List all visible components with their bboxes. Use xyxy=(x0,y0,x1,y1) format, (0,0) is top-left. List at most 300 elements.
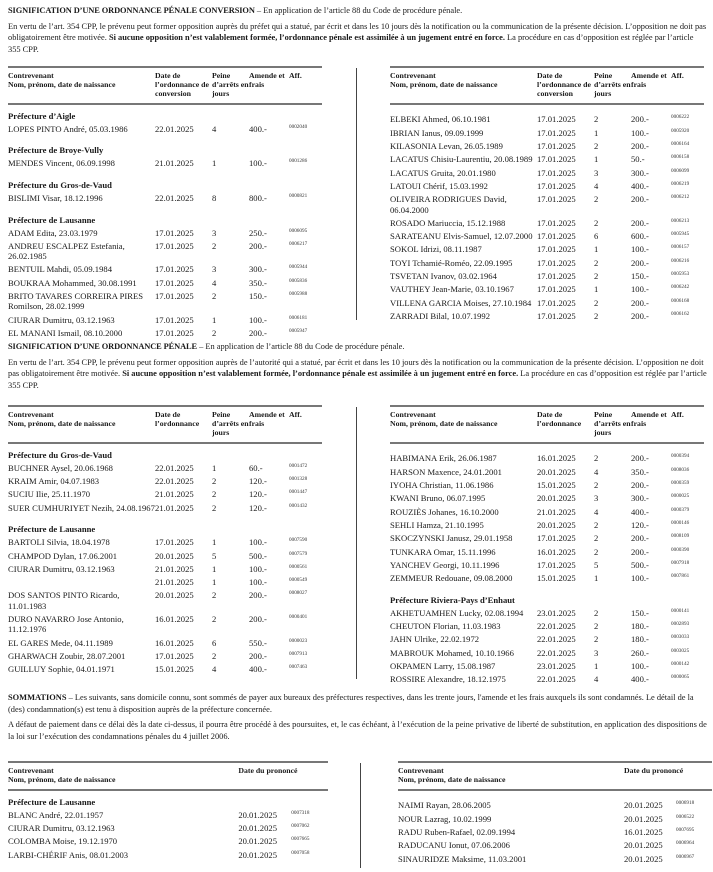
cell-amende: 100.- xyxy=(631,573,649,584)
table-row xyxy=(8,501,322,514)
cell-amende: 200.- xyxy=(631,311,649,322)
cell-name: ROSADO Mariuccia, 15.12.1988 xyxy=(390,217,506,228)
cell-peine: 2 xyxy=(594,297,599,308)
cell-peine: 1 xyxy=(212,563,217,574)
cell-aff: 0002040 xyxy=(289,123,308,130)
spacer-cell xyxy=(398,790,712,799)
cell-aff: 0007590 xyxy=(289,537,308,544)
cell-aff: 0006222 xyxy=(671,114,690,121)
prefecture-heading: Préfecture du Gros-de-Vaud xyxy=(8,180,112,191)
header-date: Date de l’ordonnance de conversion xyxy=(155,67,212,104)
cell-amende: 100.- xyxy=(631,244,649,255)
cell-date: 17.01.2025 xyxy=(155,277,194,288)
prefecture-row xyxy=(8,790,328,808)
cell-name: IBRIAN Ianus, 09.09.1999 xyxy=(390,127,484,138)
cell-date: 17.01.2025 xyxy=(155,328,194,339)
spacer-cell xyxy=(390,443,704,452)
header-contrevenant xyxy=(8,67,155,104)
cell-name: COLOMBA Moise, 19.12.1970 xyxy=(8,836,118,847)
header-contrevenant xyxy=(8,762,238,790)
cell-amende: 260.- xyxy=(631,647,649,658)
cell-aff: 0007318 xyxy=(291,809,310,816)
spacer-cell xyxy=(390,104,704,113)
cell-aff: 0000379 xyxy=(671,506,690,513)
penalty-table xyxy=(390,405,704,686)
header-label: Contrevenant xyxy=(8,71,54,80)
table-row xyxy=(8,313,322,326)
cell-peine: 6 xyxy=(594,231,599,242)
table-row xyxy=(8,290,322,314)
paragraph-text: A défaut de paiement dans ce délai dès la date ci-dessus, il pourra être procédé à des poursuites, et, le cas échéant, à l’exécution de la peine privative de liberté de substitution, en application des dispositions de la loi sur l’exécution des condamnations pénales du 4 juillet 2006. xyxy=(8,720,707,741)
cell-date: 17.01.2025 xyxy=(537,257,576,268)
header-sublabel: Nom, prénom, date de naissance xyxy=(8,418,116,428)
header-contrevenant xyxy=(398,762,624,790)
cell-amende: 100.- xyxy=(249,314,267,325)
cell-name: BLANC André, 22.01.1957 xyxy=(8,809,104,820)
cell-aff: 0005988 xyxy=(289,291,308,298)
cell-aff: 0006158 xyxy=(671,154,690,161)
cell-date: 17.01.2025 xyxy=(155,264,194,275)
table-row xyxy=(8,576,322,589)
cell-name: SEHLI Hamza, 21.10.1995 xyxy=(390,519,484,530)
cell-amende: 180.- xyxy=(631,621,649,632)
cell-name: GHARWACH Zoubir, 28.07.2001 xyxy=(8,651,126,662)
column-divider xyxy=(360,763,361,868)
table-row xyxy=(390,139,704,152)
cell-aff: 0007861 xyxy=(671,573,690,580)
table-row xyxy=(390,256,704,269)
header-peine: Peine d’arrêts en jours xyxy=(594,406,631,443)
table-row xyxy=(390,296,704,309)
cell-amende: 100.- xyxy=(249,563,267,574)
cell-name: GUILLUY Sophie, 04.01.1971 xyxy=(8,664,115,675)
header-date: Date de l’ordonnance de conversion xyxy=(537,67,594,104)
table-row xyxy=(398,812,712,825)
cell-aff: 0006213 xyxy=(671,217,690,224)
prefecture-heading: Préfecture du Gros-de-Vaud xyxy=(8,449,112,460)
cell-aff: 0006967 xyxy=(676,853,695,860)
cell-aff: 0000390 xyxy=(671,546,690,553)
cell-aff: 0001432 xyxy=(289,502,308,509)
cell-peine: 2 xyxy=(212,502,217,513)
table-row xyxy=(398,839,712,852)
cell-amende: 250.- xyxy=(249,227,267,238)
cell-amende: 60.- xyxy=(249,462,263,473)
prefecture-row xyxy=(8,104,322,122)
cell-aff: 0007665 xyxy=(291,836,310,843)
paragraph-text: La procédure en cas d’opposition est réglée par l’article 355 CPP. xyxy=(8,369,707,390)
prefecture-row xyxy=(8,170,322,191)
cell-aff: 0001328 xyxy=(289,475,308,482)
cell-peine: 2 xyxy=(212,475,217,486)
table-row xyxy=(390,166,704,179)
cell-date: 23.01.2025 xyxy=(537,607,576,618)
cell-aff: 0003033 xyxy=(671,634,690,641)
cell-name: BISLIMI Visar, 18.12.1996 xyxy=(8,192,103,203)
cell-amende: 120.- xyxy=(631,519,649,530)
table-row xyxy=(398,826,712,839)
cell-aff: 0006099 xyxy=(671,167,690,174)
cell-aff: 0000142 xyxy=(671,661,690,668)
header-peine: Peine d’arrêts en jours xyxy=(212,67,249,104)
cell-peine: 5 xyxy=(594,559,599,570)
cell-amende: 200.- xyxy=(631,140,649,151)
cell-date: 22.01.2025 xyxy=(537,634,576,645)
cell-date: 20.01.2025 xyxy=(624,800,663,811)
cell-name: HARSON Maxence, 24.01.2001 xyxy=(390,466,502,477)
table-row xyxy=(8,822,328,835)
table-row xyxy=(390,606,704,619)
table-row xyxy=(390,113,704,126)
cell-name: IYOHA Christian, 11.06.1986 xyxy=(390,479,494,490)
cell-amende: 100.- xyxy=(631,127,649,138)
cell-aff: 0006212 xyxy=(671,194,690,201)
header-contrevenant xyxy=(390,406,537,443)
cell-amende: 350.- xyxy=(631,466,649,477)
cell-peine: 2 xyxy=(212,240,217,251)
cell-aff: 0006242 xyxy=(671,284,690,291)
cell-date: 17.01.2025 xyxy=(537,533,576,544)
column-left xyxy=(8,761,328,861)
cell-name: ROUZIÈS Johanes, 16.10.2000 xyxy=(390,506,499,517)
cell-amende: 150.- xyxy=(631,607,649,618)
column-right xyxy=(390,66,704,323)
header-aff: Aff. xyxy=(671,406,704,443)
table-row xyxy=(8,327,322,340)
cell-name: TSVETAN Ivanov, 03.02.1964 xyxy=(390,271,497,282)
cell-peine: 1 xyxy=(594,244,599,255)
penalty-table xyxy=(8,66,322,340)
table-header-row xyxy=(398,762,712,790)
cell-amende: 200.- xyxy=(249,651,267,662)
cell-date: 15.01.2025 xyxy=(537,479,576,490)
header-sublabel: Nom, prénom, date de naissance xyxy=(8,79,116,89)
table-row xyxy=(390,545,704,558)
cell-aff: 0001472 xyxy=(289,462,308,469)
cell-date: 17.01.2025 xyxy=(537,284,576,295)
cell-peine: 5 xyxy=(212,550,217,561)
table-row xyxy=(390,452,704,465)
cell-date: 16.01.2025 xyxy=(155,614,194,625)
section-title: SIGNIFICATION D’UNE ORDONNANCE PÉNALE xyxy=(8,342,198,351)
cell-amende: 200.- xyxy=(249,590,267,601)
header-amende: Amende et frais xyxy=(631,406,671,443)
cell-name: HABIMANA Erik, 26.06.1987 xyxy=(390,453,497,464)
table-header-row xyxy=(8,67,322,104)
cell-name: SOKOL Idrizi, 08.11.1987 xyxy=(390,244,482,255)
cell-peine: 2 xyxy=(594,311,599,322)
table-row xyxy=(8,808,328,821)
cell-aff: 0006162 xyxy=(671,311,690,318)
cell-name: ZARRADI Bilal, 10.07.1992 xyxy=(390,311,491,322)
cell-peine: 3 xyxy=(594,493,599,504)
prefecture-heading: Préfecture Riviera-Pays d’Enhaut xyxy=(390,594,515,605)
table-row xyxy=(8,157,322,170)
cell-date: 16.01.2025 xyxy=(155,637,194,648)
cell-name: DOS SANTOS PINTO Ricardo, 11.01.1983 xyxy=(8,590,120,611)
header-label: Contrevenant xyxy=(390,410,436,419)
cell-amende: 100.- xyxy=(249,537,267,548)
column-right xyxy=(398,761,704,865)
cell-aff: 0002893 xyxy=(671,621,690,628)
sommation-table xyxy=(8,761,328,861)
cell-name: OLIVEIRA RODRIGUES David, 06.04.2000 xyxy=(390,194,507,215)
cell-peine: 1 xyxy=(212,158,217,169)
cell-date: 21.01.2025 xyxy=(155,563,194,574)
cell-name: YANCHEV Georgi, 10.11.1996 xyxy=(390,559,500,570)
cell-peine: 1 xyxy=(594,284,599,295)
cell-name: EL MANANI Ismail, 08.10.2000 xyxy=(8,328,123,339)
cell-peine: 1 xyxy=(594,127,599,138)
cell-name: ROSSIRE Alexandre, 18.12.1975 xyxy=(390,674,506,685)
prefecture-heading: Préfecture de Lausanne xyxy=(8,524,96,535)
cell-amende: 200.- xyxy=(249,240,267,251)
header-sublabel: Nom, prénom, date de naissance xyxy=(390,418,498,428)
cell-aff: 0001447 xyxy=(289,489,308,496)
cell-date: 17.01.2025 xyxy=(537,559,576,570)
section-title: SIGNIFICATION D’UNE ORDONNANCE PÉNALE CONVERSION xyxy=(8,6,255,15)
cell-amende: 350.- xyxy=(249,277,267,288)
cell-name: CHEUTON Florian, 11.03.1983 xyxy=(390,621,501,632)
cell-aff: 0005953 xyxy=(671,271,690,278)
cell-aff: 0008109 xyxy=(671,533,690,540)
table-row xyxy=(390,193,704,217)
spacer-row xyxy=(390,104,704,113)
header-label: Contrevenant xyxy=(390,71,436,80)
cell-date: 17.01.2025 xyxy=(537,194,576,205)
section-subtitle: – En application de l’article 88 du Code de procédure pénale. xyxy=(254,6,463,15)
paragraph-text: En vertu de l’art. 354 CPP, le prévenu peut former opposition auprès du préfet qui a statué, par écrit et dans les 10 jours dès la notification ou la communication de la présente décision. L’opposition ne doit pas obligatoirement être motivée. xyxy=(8,21,707,43)
cell-peine: 2 xyxy=(594,519,599,530)
table-row xyxy=(390,283,704,296)
prefecture-heading: Préfecture d’Aigle xyxy=(8,110,76,121)
cell-name: LACATUS Chisiu-Laurentiu, 20.08.1989 xyxy=(390,154,533,165)
cell-amende: 400.- xyxy=(631,674,649,685)
cell-amende: 120.- xyxy=(249,502,267,513)
cell-name: VAUTHEY Jean-Marie, 03.10.1967 xyxy=(390,284,514,295)
cell-date: 17.01.2025 xyxy=(155,291,194,302)
cell-peine: 2 xyxy=(212,651,217,662)
cell-date: 17.01.2025 xyxy=(537,127,576,138)
cell-date: 21.01.2025 xyxy=(155,158,194,169)
spacer-row xyxy=(398,790,712,799)
table-row xyxy=(8,663,322,676)
cell-peine: 2 xyxy=(594,194,599,205)
table-row xyxy=(390,558,704,571)
table-row xyxy=(8,122,322,135)
cell-name: SINAURIDZE Maksime, 11.03.2001 xyxy=(398,853,527,864)
table-row xyxy=(390,230,704,243)
prefecture-row xyxy=(8,135,322,156)
cell-name: CIURAR Dumitru, 03.12.1963 xyxy=(8,823,115,834)
cell-name: CHAMPOD Dylan, 17.06.2001 xyxy=(8,550,118,561)
cell-name: BARTOLI Silvia, 18.04.1978 xyxy=(8,537,110,548)
cell-date: 15.01.2025 xyxy=(537,573,576,584)
column-right xyxy=(390,405,704,686)
cell-name: LARBI-CHÉRIF Anis, 08.01.2003 xyxy=(8,849,129,860)
header-aff: Aff. xyxy=(671,67,704,104)
table-header-row xyxy=(8,762,328,790)
table-row xyxy=(390,633,704,646)
cell-amende: 200.- xyxy=(631,194,649,205)
cell-aff: 0000065 xyxy=(671,674,690,681)
cell-amende: 400.- xyxy=(631,506,649,517)
cell-peine: 2 xyxy=(212,590,217,601)
cell-amende: 200.- xyxy=(249,614,267,625)
prefecture-heading: Préfecture de Lausanne xyxy=(8,796,96,807)
cell-amende: 200.- xyxy=(631,114,649,125)
cell-amende: 200.- xyxy=(631,479,649,490)
cell-name: MABROUK Mohamed, 10.10.1966 xyxy=(390,647,514,658)
cell-peine: 4 xyxy=(212,664,217,675)
cell-aff: 0003025 xyxy=(671,647,690,654)
cell-peine: 4 xyxy=(212,277,217,288)
cell-name: LATOUI Chérif, 15.03.1992 xyxy=(390,180,488,191)
table-row xyxy=(398,852,712,865)
section-paragraph xyxy=(8,357,707,392)
cell-aff: 0007913 xyxy=(289,651,308,658)
cell-date: 22.01.2025 xyxy=(155,475,194,486)
cell-name: ZEMMEUR Redouane, 09.08.2000 xyxy=(390,573,513,584)
cell-name: SUER CUMHURIYET Nezih, 24.08.1967 xyxy=(8,502,155,513)
section-subtitle: – En application de l’article 88 du Code de procédure pénale. xyxy=(197,342,405,351)
cell-name: RADUCANU Ionut, 07.06.2006 xyxy=(398,840,510,851)
paragraph-text: – Les suivants, sans domicile connu, sont sommés de payer aux bureaux des préfectures respectives, dans les trente jours, l'amende et les frais auxquels ils sont condamnés. Le détail de la (des) condamnation(s) est tenu à disposition auprès de la préfecture concernée. xyxy=(8,693,694,714)
header-amende: Amende et frais xyxy=(631,67,671,104)
cell-aff: 0000359 xyxy=(671,479,690,486)
cell-peine: 1 xyxy=(594,661,599,672)
cell-aff: 0006095 xyxy=(289,227,308,234)
prefecture-row xyxy=(8,443,322,461)
cell-date: 23.01.2025 xyxy=(537,661,576,672)
table-row xyxy=(390,465,704,478)
cell-name: KRAIM Amir, 04.07.1983 xyxy=(8,475,100,486)
cell-amende: 120.- xyxy=(249,489,267,500)
cell-amende: 300.- xyxy=(631,493,649,504)
cell-amende: 200.- xyxy=(631,257,649,268)
header-aff: Aff. xyxy=(289,406,322,443)
cell-peine: 2 xyxy=(594,533,599,544)
table-row xyxy=(390,310,704,323)
cell-date: 22.01.2025 xyxy=(155,123,194,134)
cell-aff: 0005947 xyxy=(289,328,308,335)
column-left xyxy=(8,405,322,676)
cell-date: 17.01.2025 xyxy=(537,167,576,178)
table-row xyxy=(390,673,704,686)
table-row xyxy=(390,620,704,633)
cell-amende: 100.- xyxy=(249,577,267,588)
sommation-table xyxy=(398,761,712,865)
cell-peine: 2 xyxy=(212,291,217,302)
header-aff: Aff. xyxy=(289,67,322,104)
cell-aff: 0007058 xyxy=(291,849,310,856)
cell-date: 20.01.2025 xyxy=(537,493,576,504)
table-row xyxy=(8,474,322,487)
header-amende: Amende et frais xyxy=(249,67,289,104)
cell-peine: 4 xyxy=(594,466,599,477)
header-date: Date de l’ordonnance xyxy=(537,406,594,443)
cell-name: BUCHNER Aysel, 20.06.1968 xyxy=(8,462,113,473)
cell-aff: 0006157 xyxy=(671,244,690,251)
cell-amende: 200.- xyxy=(631,533,649,544)
cell-peine: 2 xyxy=(212,328,217,339)
cell-date: 20.01.2025 xyxy=(238,809,277,820)
cell-peine: 2 xyxy=(594,479,599,490)
cell-date: 20.01.2025 xyxy=(537,466,576,477)
cell-peine: 2 xyxy=(212,614,217,625)
cell-date: 22.01.2025 xyxy=(537,647,576,658)
cell-aff: 0006217 xyxy=(289,240,308,247)
header-contrevenant xyxy=(8,406,155,443)
cell-amende: 400.- xyxy=(249,123,267,134)
cell-peine: 3 xyxy=(212,227,217,238)
cell-peine: 2 xyxy=(594,621,599,632)
header-sublabel: Nom, prénom, date de naissance xyxy=(398,774,506,784)
prefecture-row xyxy=(390,585,704,606)
cell-date: 20.01.2025 xyxy=(155,550,194,561)
prefecture-row xyxy=(8,205,322,226)
table-row xyxy=(390,660,704,673)
table-row xyxy=(390,646,704,659)
table-row xyxy=(8,650,322,663)
header-date: Date du prononcé xyxy=(624,762,712,790)
table-row xyxy=(398,799,712,812)
table-row xyxy=(8,613,322,637)
table-row xyxy=(8,549,322,562)
cell-date: 20.01.2025 xyxy=(238,836,277,847)
cell-peine: 6 xyxy=(212,637,217,648)
cell-date: 17.01.2025 xyxy=(537,217,576,228)
cell-name: ADAM Edita, 23.03.1979 xyxy=(8,227,98,238)
cell-aff: 0000561 xyxy=(289,563,308,570)
cell-aff: 0006964 xyxy=(676,840,695,847)
cell-aff: 0005944 xyxy=(289,264,308,271)
penalty-table xyxy=(390,66,704,323)
cell-date: 17.01.2025 xyxy=(155,651,194,662)
cell-amende: 600.- xyxy=(631,231,649,242)
cell-date: 21.01.2025 xyxy=(155,577,194,588)
cell-amende: 100.- xyxy=(249,158,267,169)
header-amende: Amende et frais xyxy=(249,406,289,443)
cell-date: 17.01.2025 xyxy=(155,314,194,325)
cell-aff: 0008027 xyxy=(289,590,308,597)
cell-peine: 1 xyxy=(212,314,217,325)
paragraph-text: La procédure en cas d’opposition est réglée par l’article 355 CPP. xyxy=(8,33,694,54)
header-label: Contrevenant xyxy=(8,410,54,419)
cell-date: 16.01.2025 xyxy=(537,453,576,464)
table-row xyxy=(8,589,322,613)
cell-peine: 8 xyxy=(212,192,217,203)
table-row xyxy=(8,461,322,474)
column-left xyxy=(8,66,322,340)
table-row xyxy=(390,532,704,545)
cell-name: CIURAR Dumitru, 03.12.1963 xyxy=(8,563,115,574)
cell-aff: 0007062 xyxy=(291,823,310,830)
cell-date: 20.01.2025 xyxy=(155,590,194,601)
cell-peine: 2 xyxy=(594,271,599,282)
cell-date: 21.01.2025 xyxy=(537,506,576,517)
cell-aff: 0000025 xyxy=(671,493,690,500)
cell-name: KWANI Bruno, 06.07.1995 xyxy=(390,493,486,504)
table-header-row xyxy=(390,67,704,104)
cell-amende: 150.- xyxy=(631,271,649,282)
header-date: Date du prononcé xyxy=(238,762,328,790)
cell-date: 21.01.2025 xyxy=(155,502,194,513)
table-row xyxy=(390,153,704,166)
cell-peine: 4 xyxy=(594,674,599,685)
header-date: Date de l’ordonnance xyxy=(155,406,212,443)
table-row xyxy=(390,492,704,505)
